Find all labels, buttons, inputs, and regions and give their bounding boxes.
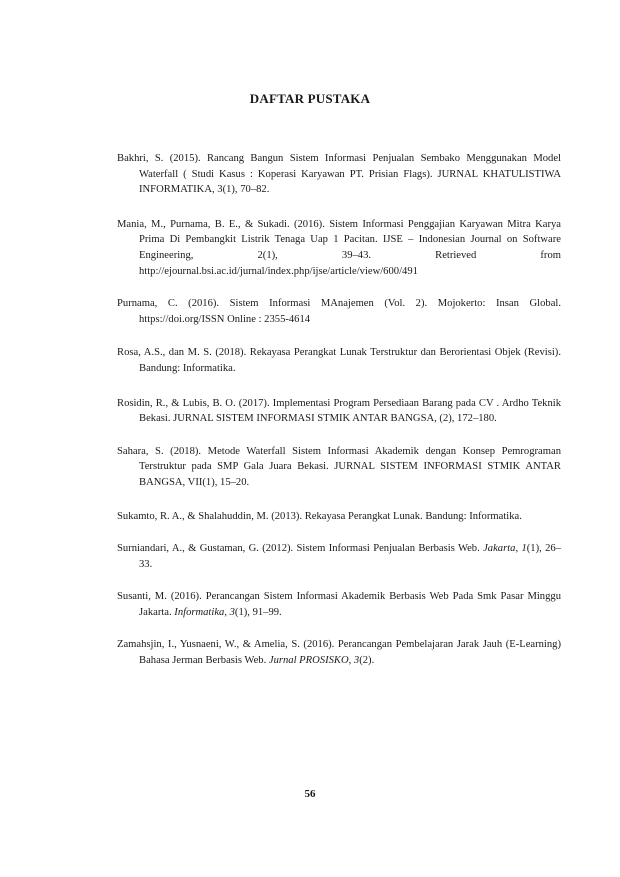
reference-item: Purnama, C. (2016). Sistem Informasi MAnajemen (Vol. 2). Mojokerto: Insan Global. https://doi.org/ISSN Online : 2355-4614 [117, 298, 561, 325]
reference-item: Susanti, M. (2016). Perancangan Sistem Informasi Akademik Berbasis Web Pada Smk Pasar Minggu Jakarta. Informatika, 3(1), 91–99. [117, 591, 561, 618]
journal-volume: 3 [353, 655, 360, 667]
reference-item: Sukamto, R. A., & Shalahuddin, M. (2013). Rekayasa Perangkat Lunak. Bandung: Informatika. [117, 510, 522, 522]
reference-item: Rosidin, R., & Lubis, B. O. (2017). Implementasi Program Persediaan Barang pada CV . Ardho Teknik Bekasi. JURNAL SISTEM INFORMASI STMIK ANTAR BANGSA, (2), 172–180. [117, 397, 561, 425]
journal-name: Jurnal PROSISKO [268, 655, 349, 667]
journal-volume: 3 [229, 606, 235, 618]
reference-list [117, 151, 561, 669]
reference-item: Surniandari, A., & Gustaman, G. (2012). Sistem Informasi Penjualan Berbasis Web. Jakarta, 1(1), 26–33. [117, 543, 562, 570]
journal-name: Jakarta [483, 543, 516, 555]
reference-item: Mania, M., Purnama, B. E., & Sukadi. (2016). Sistem Informasi Penggajian Karyawan Mitra Karya Prima Di Pembangkit Listrik Tenaga Uap 1 Pacitan. IJSE – Indonesian Journal on Software Engineering, 2(1), 39–43. Retrieved from http://ejournal.bsi.ac.id/jurnal/index.php/ijse/article/view/600/491 [117, 218, 561, 277]
page-title: DAFTAR PUSTAKA [249, 91, 371, 106]
journal-name: Informatika [174, 606, 225, 618]
page-number: 56 [304, 788, 316, 800]
reference-item: Rosa, A.S., dan M. S. (2018). Rekayasa Perangkat Lunak Terstruktur dan Berorientasi Objek (Revisi). Bandung: Informatika. [117, 347, 561, 374]
reference-item: Zamahsjin, I., Yusnaeni, W., & Amelia, S. (2016). Perancangan Pembelajaran Jarak Jauh (E-Learning) Bahasa Jerman Berbasis Web. Jurnal PROSISKO, 3(2). [117, 639, 561, 667]
reference-item: Bakhri, S. (2015). Rancang Bangun Sistem Informasi Penjualan Sembako Menggunakan Model Waterfall ( Studi Kasus : Koperasi Karyawan PT. Prisian Flags). JURNAL KHATULISTIWA INFORMATIKA, 3(1), 70–82. [117, 153, 561, 196]
reference-item: Sahara, S. (2018). Metode Waterfall Sistem Informasi Akademik dengan Konsep Pemrograman Terstruktur pada SMP Gala Juara Bekasi. JURNAL SISTEM INFORMASI STMIK ANTAR BANGSA, VII(1), 15–20. [117, 445, 561, 488]
journal-volume: 1 [521, 543, 527, 555]
